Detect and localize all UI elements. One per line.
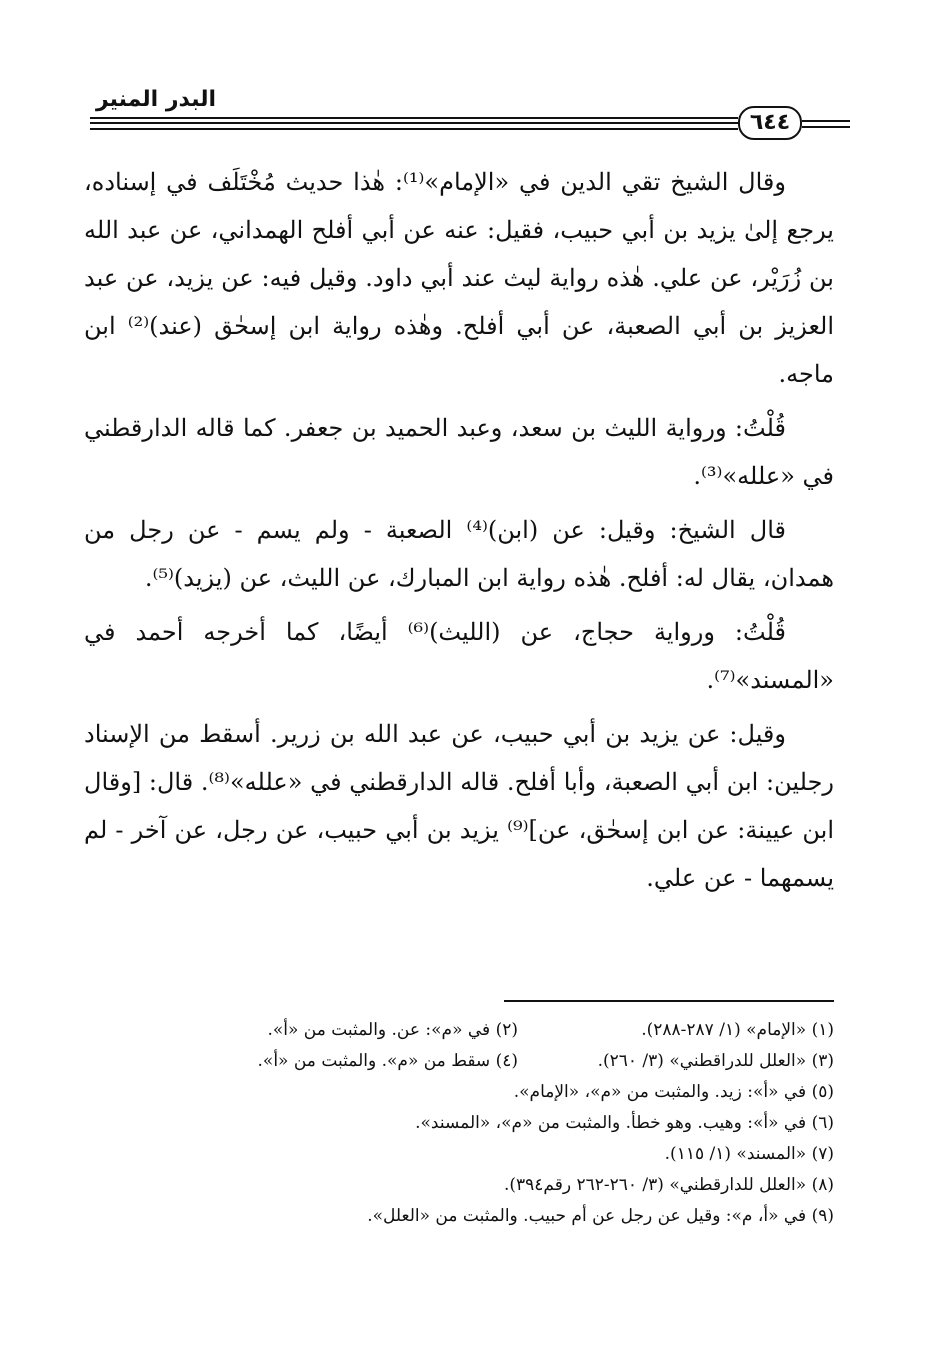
footnote: (٢) في «م»: عن. والمثبت من «أ».: [267, 1020, 518, 1040]
page-number: ٦٤٤: [738, 106, 802, 140]
header-rule: [802, 126, 850, 128]
footnote: (٣) «العلل للدراقطني» (٣/ ٢٦٠).: [597, 1051, 834, 1071]
footnote: (١) «الإمام» (١/ ٢٨٧-٢٨٨).: [641, 1020, 834, 1040]
paragraph: قُلْتُ: ورواية الليث بن سعد، وعبد الحميد بن جعفر. كما قاله الدارقطني في «علله»⁽³⁾.: [84, 414, 834, 490]
main-text: [84, 158, 834, 908]
footnote: (٥) في «أ»: زيد. والمثبت من «م»، «الإمام».: [513, 1082, 834, 1102]
footnote: (٩) في «أ، م»: وقيل عن رجل عن أم حبيب. والمثبت من «العلل».: [367, 1206, 834, 1226]
footnote: (٤) سقط من «م». والمثبت من «أ».: [257, 1051, 518, 1071]
footnote: (٧) «المسند» (١/ ١١٥).: [664, 1144, 834, 1164]
footnote: (٨) «العلل للدارقطني» (٣/ ٢٦٠-٢٦٢ رقم٣٩٤).: [503, 1175, 834, 1195]
footnote-separator: [504, 1000, 834, 1002]
footnotes: [84, 1015, 834, 1232]
paragraph: وقيل: عن يزيد بن أبي حبيب، عن عبد الله بن زرير. أسقط من الإسناد رجلين: ابن أبي الصعبة، وأبا أفلح. قاله الدارقطني في «علله»⁽⁸⁾. قال: [وقال ابن عيينة: عن ابن إسحٰق، عن]⁽⁹⁾ يزيد بن أبي حبيب، عن رجل، عن آخر - لم يسمهما - عن علي.: [84, 720, 835, 892]
running-head-title: البدر المنير: [96, 87, 217, 112]
header-rule: [90, 117, 738, 119]
paragraph: وقال الشيخ تقي الدين في «الإمام»⁽¹⁾: هٰذا حديث مُخْتَلَف في إسناده، يرجع إلىٰ يزيد بن أبي حبيب، فقيل: عنه عن أبي أفلح الهمداني، عن عبد الله بن زُرَيْر، عن علي. هٰذه رواية ليث عند أبي داود. وقيل فيه: عن يزيد، عن عبد العزيز بن أبي الصعبة، عن أبي أفلح. وهٰذه رواية ابن إسحٰق (عند)⁽²⁾ ابن ماجه.: [84, 168, 835, 388]
footnote: (٦) في «أ»: وهيب. وهو خطأ. والمثبت من «م»، «المسند».: [415, 1113, 834, 1133]
paragraph: قُلْتُ: ورواية حجاج، عن (الليث)⁽⁶⁾ أيضًا، كما أخرجه أحمد في «المسند»⁽⁷⁾.: [84, 618, 834, 694]
footnote-row: [84, 1046, 834, 1077]
header-rule: [90, 122, 738, 124]
footnote-row: [84, 1015, 834, 1046]
header-rule: [90, 128, 738, 130]
paragraph: قال الشيخ: وقيل: عن (ابن)⁽⁴⁾ الصعبة - ولم يسم - عن رجل من همدان، يقال له: أفلح. هٰذه رواية ابن المبارك، عن الليث، عن (يزيد)⁽⁵⁾.: [84, 516, 834, 592]
header-rule: [802, 120, 850, 122]
